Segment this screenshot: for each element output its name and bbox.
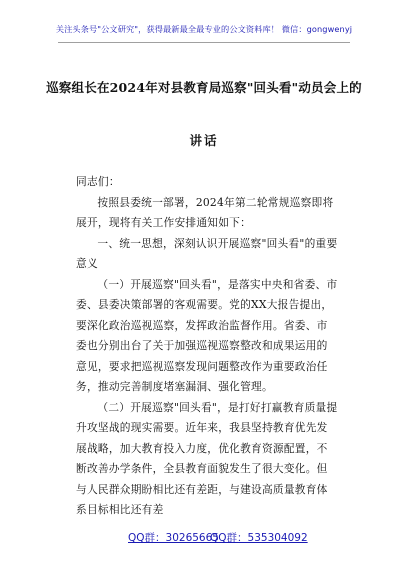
document-body: [76, 172, 338, 521]
footer-qq-group-1[interactable]: QQ群：30265665: [128, 532, 219, 544]
body-paragraph: （一）开展巡察"回头看"，是落实中央和省委、市委、县委决策部署的客观需要。党的XX大报告提出，要深化政治巡视巡察，发挥政治监督作用。省委、市委也分别出台了关于加强巡视巡察整改和成果运用的意见，要求把巡视巡察发现问题整改作为重要政治任务，推动完善制度堵塞漏洞、强化管理。: [76, 277, 338, 393]
body-paragraph: 按照县委统一部署，2024年第二轮常规巡察即将展开，现将有关工作安排通知如下：: [76, 195, 334, 229]
header-banner: 关注头条号"公文研究"，获得最新最全最专业的公文资料库！ 微信：gongwenyj: [55, 24, 353, 34]
footer: [0, 530, 408, 546]
document-title: 巡察组长在2024年对县教育局巡察"回头看"动员会上的: [46, 80, 362, 95]
footer-qq-group-2[interactable]: QQ群：535304092: [210, 532, 308, 544]
header-divider: [58, 42, 350, 43]
body-paragraph: （二）开展巡察"回头看"，是打好打赢教育质量提升攻坚战的现实需要。近年来，我县坚持教育优先发展战略，加大教育投入力度，优化教育资源配置，不断改善办学条件，全县教育面貌发生了很大变化。但与人民群众期盼相比还有差距，与建设高质量教育体系目标相比还有差: [76, 400, 338, 516]
section-heading: 一、统一思想，深刻认识开展巡察"回头看"的重要意义: [76, 236, 338, 270]
salutation: 同志们：: [76, 175, 120, 188]
document-subtitle: 讲话: [189, 133, 219, 148]
